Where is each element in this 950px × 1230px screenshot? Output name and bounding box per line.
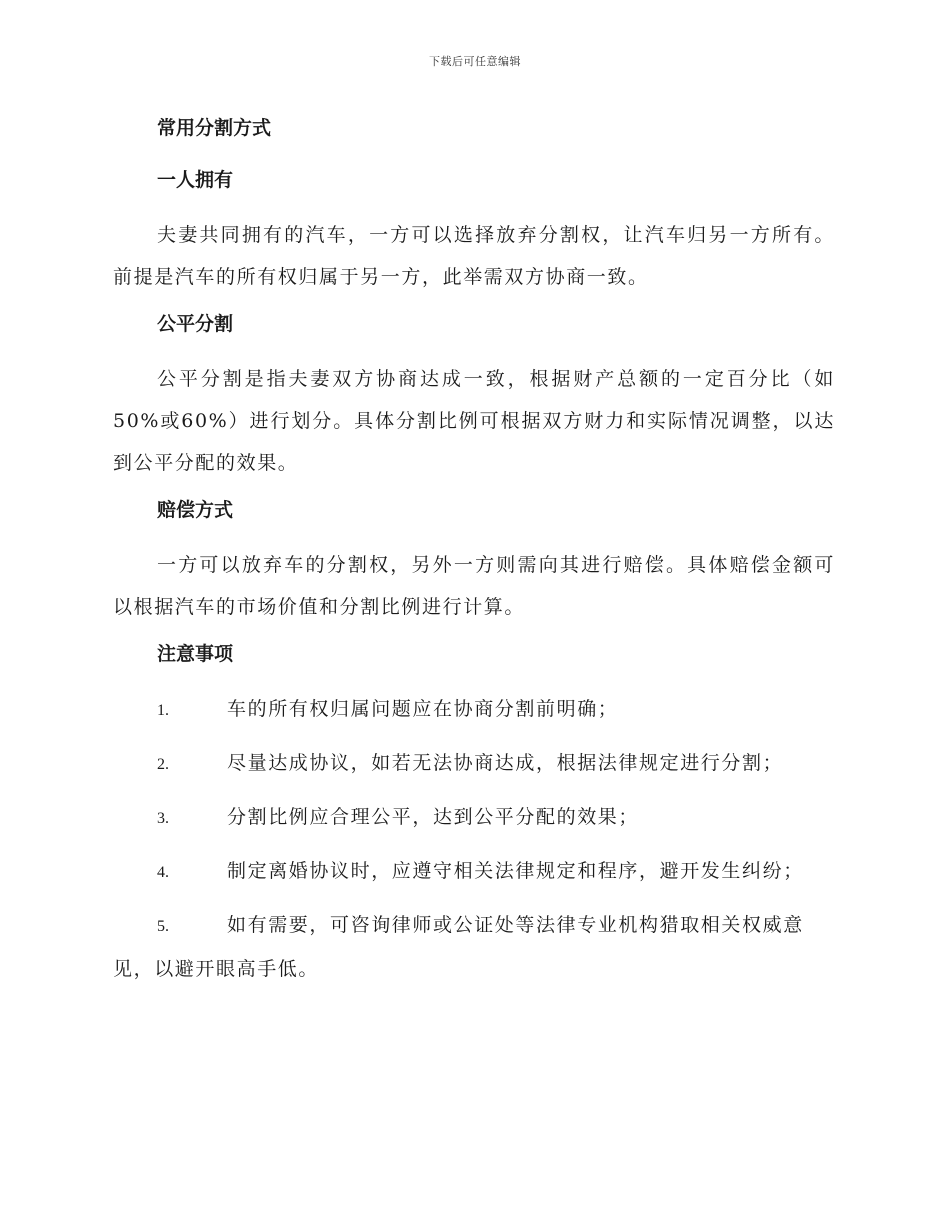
notes-list xyxy=(113,688,835,990)
list-item-number: 4. xyxy=(157,864,169,881)
paragraph-compensation: 一方可以放弃车的分割权，另外一方则需向其进行赔偿。具体赔偿金额可以根据汽车的市场价值和分割比例进行计算。 xyxy=(113,554,835,618)
section-heading-compensation: 赔偿方式 xyxy=(157,499,234,521)
list-item-text: 分割比例应合理公平，达到公平分配的效果； xyxy=(227,806,640,828)
list-item xyxy=(113,850,835,894)
list-item xyxy=(113,904,835,990)
section-heading-fair-split: 公平分割 xyxy=(157,313,234,335)
list-item-number: 3. xyxy=(157,810,169,827)
list-item-text: 车的所有权归属问题应在协商分割前明确； xyxy=(227,698,619,720)
paragraph-fair-split: 公平分割是指夫妻双方协商达成一致，根据财产总额的一定百分比（如50%或60%）进行划分。具体分割比例可根据双方财力和实际情况调整，以达到公平分配的效果。 xyxy=(113,368,835,474)
document-body xyxy=(113,110,835,1000)
paragraph-sole-ownership: 夫妻共同拥有的汽车，一方可以选择放弃分割权，让汽车归另一方所有。前提是汽车的所有权归属于另一方，此举需双方协商一致。 xyxy=(113,224,835,288)
list-item-number: 1. xyxy=(157,702,169,719)
section-heading-notes: 注意事项 xyxy=(157,643,234,665)
list-item-number: 2. xyxy=(157,756,169,773)
list-item-text: 尽量达成协议，如若无法协商达成，根据法律规定进行分割； xyxy=(227,752,784,774)
list-item xyxy=(113,688,835,732)
section-heading-sole-ownership: 一人拥有 xyxy=(157,169,234,191)
list-item xyxy=(113,796,835,840)
list-item xyxy=(113,742,835,786)
page-header-note: 下载后可任意编辑 xyxy=(429,55,521,68)
section-heading-split-methods: 常用分割方式 xyxy=(157,117,272,139)
list-item-text: 制定离婚协议时，应遵守相关法律规定和程序，避开发生纠纷； xyxy=(227,860,804,882)
list-item-number: 5. xyxy=(157,918,169,935)
list-item-text: 如有需要，可咨询律师或公证处等法律专业机构猎取相关权威意见，以避开眼高手低。 xyxy=(113,914,804,980)
